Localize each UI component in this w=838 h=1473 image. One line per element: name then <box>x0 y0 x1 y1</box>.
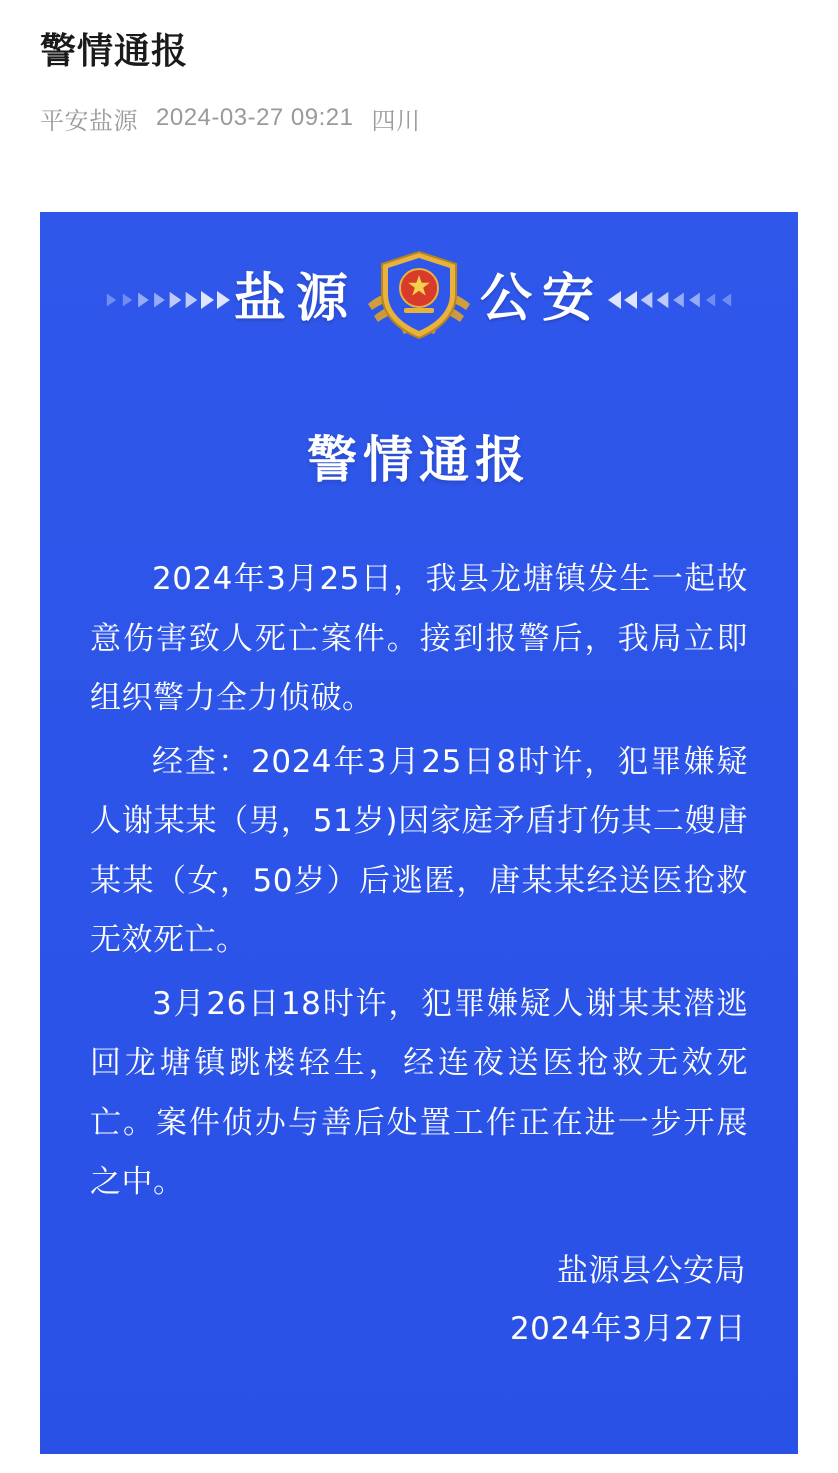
notice-image-card[interactable] <box>40 212 798 1454</box>
article-meta <box>40 101 798 136</box>
article-header <box>0 0 838 136</box>
chevron-left-icon <box>624 291 637 309</box>
banner-text-left: 盐源 <box>233 269 358 329</box>
chevron-right-icon <box>201 291 214 309</box>
chevron-left-icon <box>608 291 621 309</box>
chevron-right-icon <box>107 294 116 307</box>
chevron-right-icon <box>123 294 132 307</box>
chevron-right-icon <box>170 292 182 308</box>
chevron-left-icon <box>657 292 669 308</box>
chevron-left-icon <box>722 294 731 307</box>
signature-date: 2024年3月27日 <box>509 1310 746 1347</box>
chevron-left-icon <box>641 292 653 308</box>
chevron-left-icon <box>689 293 700 308</box>
chevron-right-icon <box>154 293 165 308</box>
banner-text-right: 公安 <box>480 269 605 329</box>
banner-arrows-left <box>105 285 230 309</box>
banner-arrows-right <box>608 285 733 309</box>
chevron-right-icon <box>217 291 230 309</box>
notice-paragraph: 3月26日18时许，犯罪嫌疑人谢某某潜逃回龙塘镇跳楼轻生，经连夜送医抢救无效死亡。案件侦办与善后处置工作正在进一步开展之中。 <box>90 985 748 1201</box>
meta-region: 四川 <box>371 107 421 135</box>
notice-paragraph: 经查：2024年3月25日8时许，犯罪嫌疑人谢某某（男，51岁)因家庭矛盾打伤其二嫂唐某某（女，50岁）后逃匿，唐某某经送医抢救无效死亡。 <box>90 743 748 959</box>
chevron-right-icon <box>138 293 149 308</box>
notice-paragraph: 2024年3月25日，我县龙塘镇发生一起故意伤害致人死亡案件。接到报警后，我局立即组织警力全力侦破。 <box>90 561 748 717</box>
meta-datetime: 2024-03-27 09:21 <box>156 104 354 132</box>
chevron-right-icon <box>186 292 198 308</box>
notice-banner <box>40 212 798 382</box>
chevron-left-icon <box>706 294 715 307</box>
china-police-emblem-icon <box>360 242 478 352</box>
notice-body <box>40 550 798 1213</box>
notice-signature <box>510 1243 746 1358</box>
notice-title: 警情通报 <box>307 431 531 489</box>
meta-source[interactable]: 平安盐源 <box>40 107 138 135</box>
signature-organization: 盐源县公安局 <box>557 1253 746 1290</box>
chevron-left-icon <box>673 293 684 308</box>
page-title: 警情通报 <box>40 30 189 71</box>
